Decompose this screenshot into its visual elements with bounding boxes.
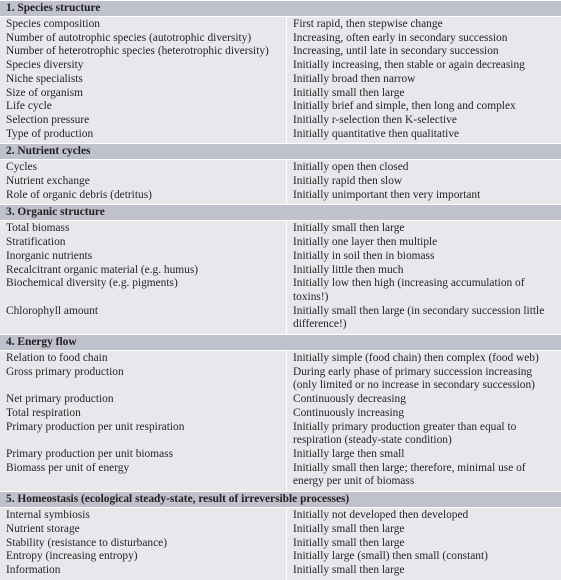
attribute-cell: Total biomass [6,222,70,235]
trend-cell: Initially little then much [293,263,404,276]
attribute-cell: Inorganic nutrients [6,249,93,262]
attribute-cell: Number of heterotrophic species (heterotrophic diversity) [6,45,269,58]
trend-cell: First rapid, then stepwise change [293,18,443,30]
attribute-cell: Species composition [6,18,100,30]
trend-column [286,351,561,491]
trend-cell: Initially simple (food chain) then complex (food web) [293,352,539,365]
attribute-cell: Niche specialists [6,72,83,85]
trend-cell: Initially increasing, then stable or again decreasing [293,59,525,72]
trend-cell: Continuously decreasing [293,393,406,406]
trend-cell: Initially small then large [293,222,405,235]
trend-cell: Initially small then large [293,536,405,549]
attribute-cell: Relation to food chain [6,352,108,365]
trend-column [286,221,561,334]
attribute-column [0,508,286,580]
attribute-cell: Type of production [6,127,94,140]
attribute-cell: Total respiration [6,406,81,419]
section-body [0,220,561,334]
attribute-cell: Biomass per unit of energy [6,461,130,474]
attribute-cell: Nutrient storage [6,522,80,535]
attribute-column [0,160,286,204]
attribute-cell: Primary production per unit biomass [6,447,174,460]
section-heading: 3. Organic structure [0,204,561,220]
attribute-cell: Primary production per unit respiration [6,420,185,433]
attribute-cell: Recalcitrant organic material (e.g. humus) [6,263,199,276]
trend-cell: Initially small then large; therefore, minimal use of energy per unit of biomass [293,461,526,488]
trend-cell: Initially large (small) then small (constant) [293,550,488,563]
trend-cell: Continuously increasing [293,406,405,419]
trend-cell: Initially open then closed [293,161,409,174]
attribute-cell: Entropy (increasing entropy) [6,550,138,563]
trend-cell: During early phase of primary succession increasing (only limited or no increase in secondary succession) [293,365,535,392]
attribute-cell: Information [6,563,61,576]
trend-column [286,160,561,204]
section-heading: 1. Species structure [0,0,561,16]
attribute-cell: Life cycle [6,100,52,113]
trend-cell: Initially small then large [293,86,405,99]
attribute-column [0,351,286,491]
trend-cell: Initially broad then narrow [293,72,416,85]
section-heading: 2. Nutrient cycles [0,143,561,159]
section-body [0,159,561,204]
trend-cell: Initially brief and simple, then long and complex [293,100,516,113]
attribute-column [0,17,286,143]
trend-column [286,508,561,580]
attribute-cell: Net primary production [6,393,114,406]
trend-cell: Initially quantitative then qualitative [293,127,460,140]
section-heading: 4. Energy flow [0,334,561,350]
trend-cell: Initially low then high (increasing accumulation of toxins!) [293,277,525,303]
trend-cell: Initially small then large (in secondary succession little difference!) [293,304,545,331]
trend-cell: Initially rapid then slow [293,175,403,188]
attribute-cell: Cycles [6,161,38,174]
trend-column [286,17,561,143]
attribute-cell: Role of organic debris (detritus) [6,188,152,201]
trend-cell: Increasing, until late in secondary succession [293,45,499,58]
trend-cell: Initially unimportant then very important [293,188,481,201]
section-body [0,507,561,580]
attribute-cell: Species diversity [6,59,84,72]
trend-cell: Initially large then small [293,447,405,460]
trend-cell: Increasing, often early in secondary succession [293,31,508,44]
attribute-cell: Selection pressure [6,113,90,126]
section-body [0,16,561,143]
attribute-cell: Size of organism [6,86,83,99]
trend-cell: Initially primary production greater than equal to respiration (steady-state condition) [293,420,517,447]
trend-cell: Initially small then large [293,522,405,535]
attribute-cell: Internal symbiosis [6,509,90,522]
attribute-cell: Gross primary production [6,365,124,378]
attribute-column [0,221,286,334]
attribute-cell: Nutrient exchange [6,175,90,188]
section-body [0,350,561,491]
attribute-cell: Chlorophyll amount [6,304,99,317]
trend-cell: Initially one layer then multiple [293,236,438,249]
trend-cell: Initially small then large [293,563,405,576]
trend-cell: Initially in soil then in biomass [293,249,435,262]
section-heading: 5. Homeostasis (ecological steady-state, result of irreversible processes) [0,491,561,507]
attribute-cell: Biochemical diversity (e.g. pigments) [6,277,178,290]
trend-cell: Initially not developed then developed [293,509,469,522]
trend-cell: Initially r-selection then K-selective [293,113,457,126]
attribute-cell: Stratification [6,236,66,249]
attribute-cell: Number of autotrophic species (autotrophic diversity) [6,31,252,44]
attribute-cell: Stability (resistance to disturbance) [6,536,168,549]
